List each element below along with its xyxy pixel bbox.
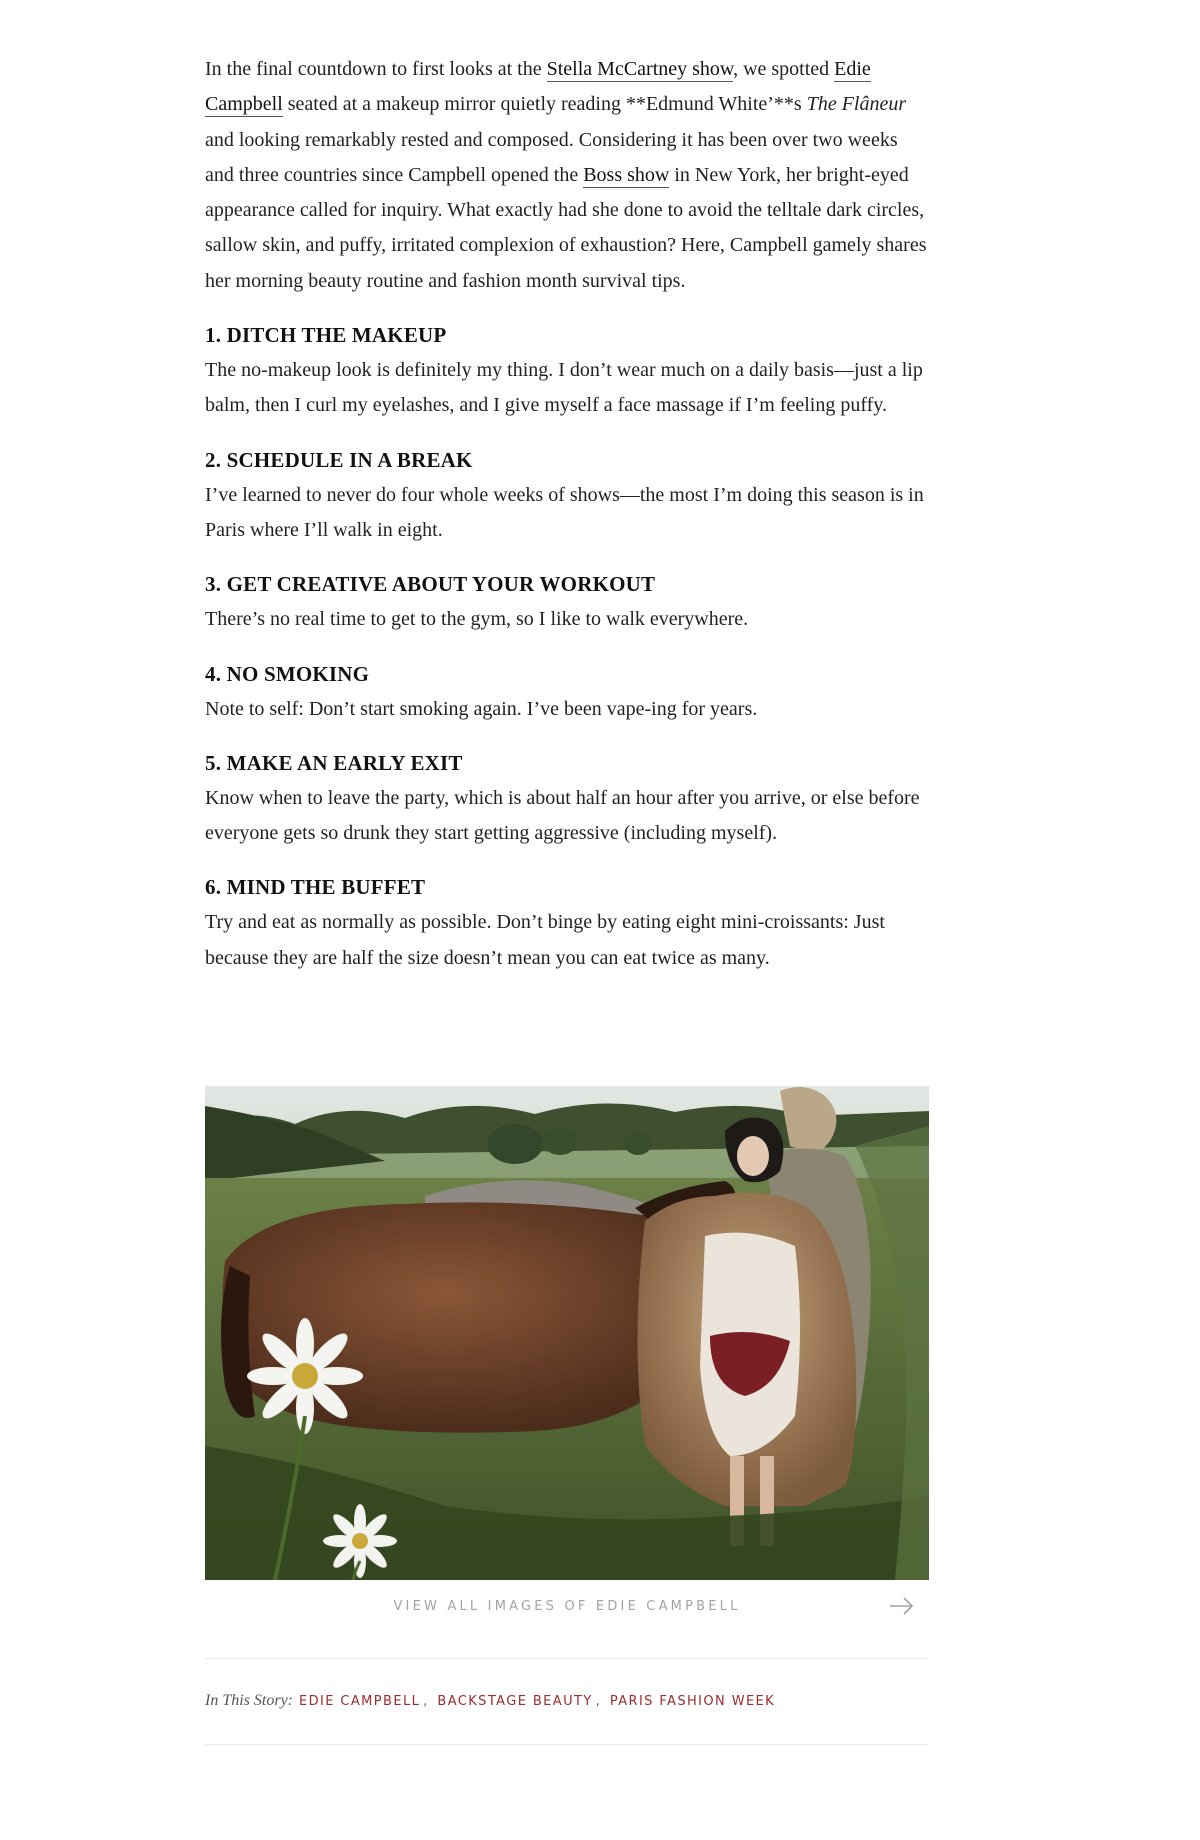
tip-5 [205, 745, 930, 852]
tip-body: Know when to leave the party, which is about half an hour after you arrive, or else before everyone gets so drunk they start getting aggressive (including myself). [205, 786, 920, 845]
intro-paragraph [205, 52, 930, 299]
intro-text: In the final countdown to first looks at the [205, 58, 547, 80]
arrow-right-icon[interactable] [889, 1596, 915, 1616]
edie-campbell-link[interactable]: Edie Campbell [205, 58, 871, 116]
boss-show-link[interactable]: Boss show [583, 163, 670, 186]
tag-paris-fashion-week[interactable]: PARIS FASHION WEEK [609, 1694, 776, 1709]
tip-heading: 6. MIND THE BUFFET [205, 875, 426, 900]
article-body [205, 52, 930, 976]
intro-text: and looking remarkably rested and composed. Considering it has been over two weeks and three countries since Campbell opened the [205, 128, 898, 186]
tip-2 [205, 442, 930, 549]
tip-6 [205, 869, 930, 976]
tip-body: I’ve learned to never do four whole weeks of shows—the most I’m doing this season is in Paris where I’ll walk in eight. [205, 483, 924, 541]
intro-text: seated at a makeup mirror quietly reading **Edmund White’**s [282, 93, 807, 116]
view-all-images-link[interactable] [205, 1594, 929, 1618]
view-all-images-label: VIEW ALL IMAGES OF EDIE CAMPBELL [393, 1598, 741, 1614]
book-title: The Flâneur [806, 93, 907, 116]
tip-heading: 1. DITCH THE MAKEUP [205, 323, 447, 348]
tip-heading: 3. GET CREATIVE ABOUT YOUR WORKOUT [205, 572, 656, 597]
divider [205, 1658, 929, 1659]
photo-illustration [205, 1086, 929, 1580]
tag-separator: , [423, 1694, 428, 1709]
tip-heading: 5. MAKE AN EARLY EXIT [205, 750, 463, 775]
hero-photo[interactable] [205, 1086, 929, 1580]
in-this-story [205, 1692, 929, 1710]
tip-body: Try and eat as normally as possible. Don’t binge by eating eight mini-croissants: Just because they are half the size doesn’t mean you can eat twice as many. [205, 911, 885, 969]
tag-edie-campbell[interactable]: EDIE CAMPBELL [299, 1694, 421, 1709]
tip-heading: 4. NO SMOKING [205, 661, 370, 686]
intro-text: in New York, her bright-eyed appearance called for inquiry. What exactly had she done to avoid the telltale dark circles, sallow skin, and puffy, irritated complexion of exhaustion? Here, Campbell gamely shares her morning beauty routine and fashion month survival tips. [205, 163, 927, 292]
tip-4 [205, 656, 930, 727]
tip-body: Note to self: Don’t start smoking again. I’ve been vape-ing for years. [205, 697, 758, 720]
tag-separator: , [595, 1694, 600, 1709]
stella-mccartney-show-link[interactable]: Stella McCartney show [546, 58, 734, 80]
tip-3 [205, 566, 930, 637]
tip-body: The no-makeup look is definitely my thing. I don’t wear much on a daily basis—just a lip balm, then I curl my eyelashes, and I give myself a face massage if I’m feeling puffy. [205, 359, 923, 417]
intro-text: , we spotted [733, 58, 835, 80]
in-this-story-label: In This Story: [205, 1692, 293, 1709]
tip-heading: 2. SCHEDULE IN A BREAK [205, 447, 473, 472]
tag-backstage-beauty[interactable]: BACKSTAGE BEAUTY [437, 1694, 593, 1709]
divider [205, 1744, 929, 1745]
tip-body: There’s no real time to get to the gym, so I like to walk everywhere. [205, 608, 749, 631]
tip-1 [205, 317, 930, 424]
